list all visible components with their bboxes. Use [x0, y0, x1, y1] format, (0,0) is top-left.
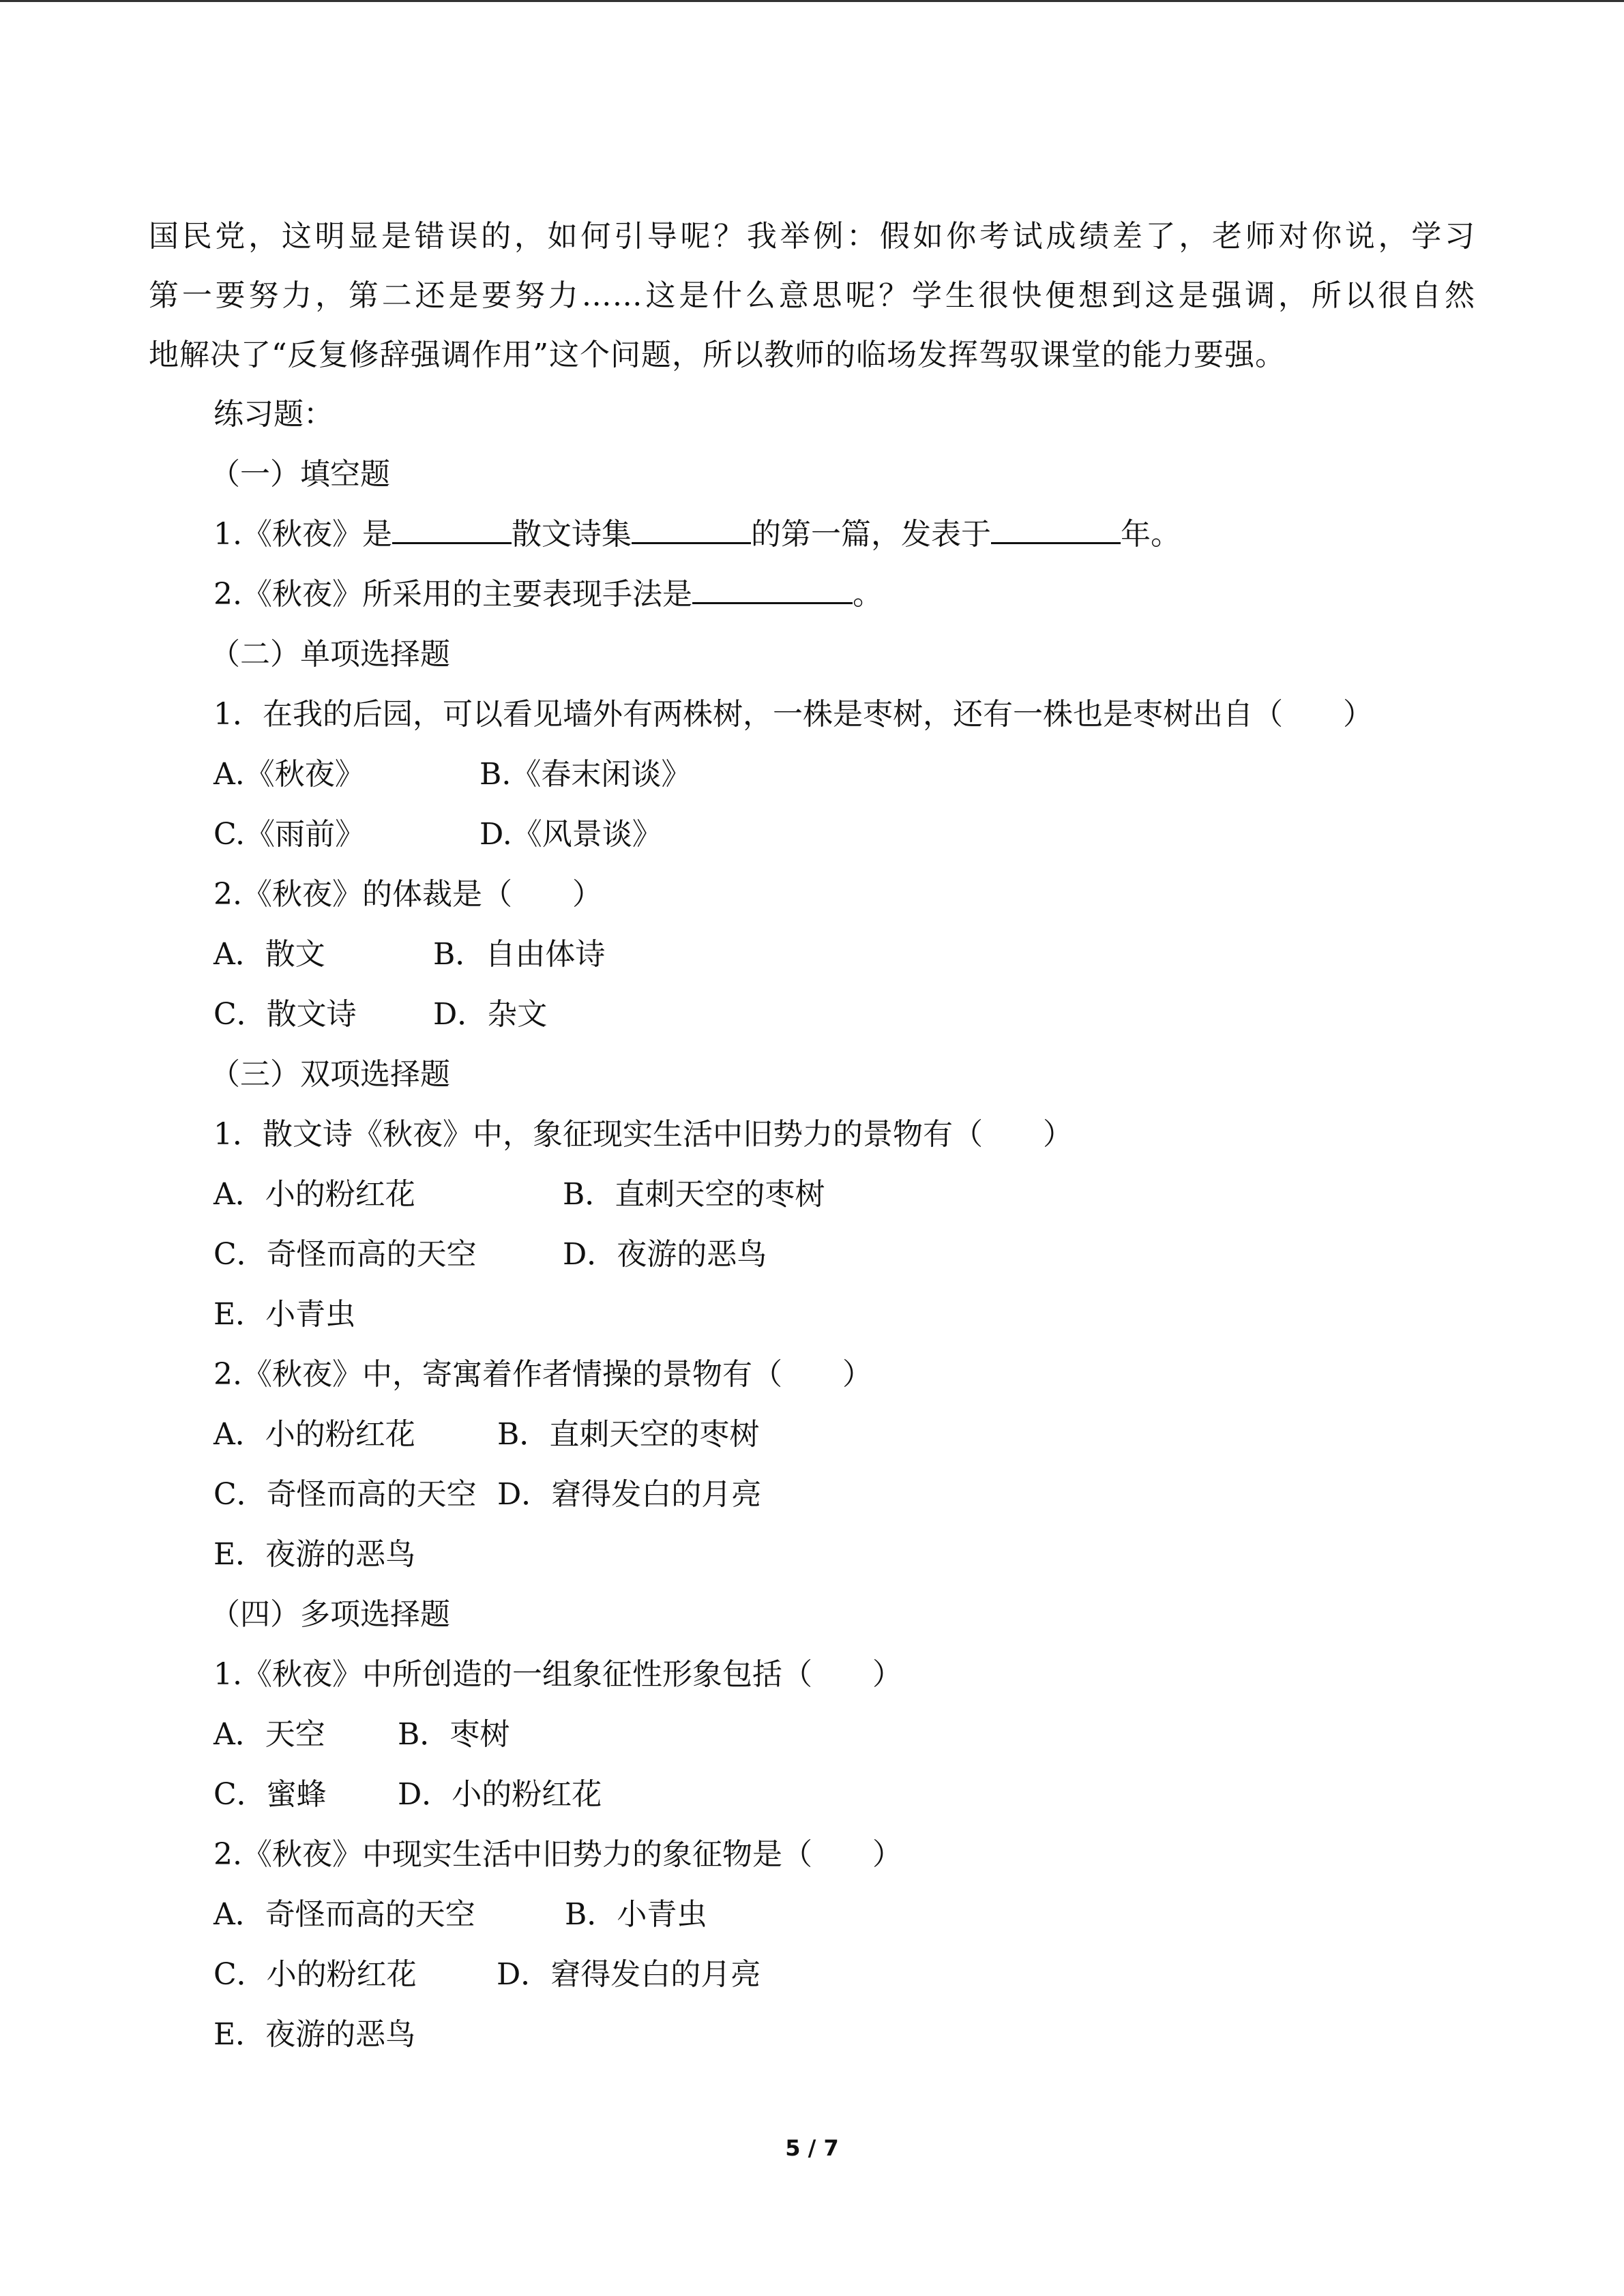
s1-q1-text-b: 散文诗集 [511, 517, 632, 552]
section-2-title: （二）单项选择题 [210, 637, 450, 672]
option-b: B．直刺天空的枣树 [497, 1417, 760, 1452]
answer-blank [632, 515, 751, 544]
page-content [149, 207, 1475, 2065]
s2-question-1: 1．在我的后园，可以看见墙外有两株树，一株是枣树，还有一株也是枣树出自（ ） [213, 697, 1373, 732]
option-a: A．小的粉红花 [213, 1417, 415, 1452]
option-c: C．奇怪而高的天空 [213, 1237, 477, 1272]
s2-q2-options-cd [149, 985, 1475, 1045]
s1-q2-text-b: 。 [852, 577, 883, 612]
s1-question-1 [149, 505, 1475, 565]
section-3-title: （三）双项选择题 [210, 1057, 450, 1092]
s2-q2-options-ab [149, 925, 1475, 985]
s4-q1-options-ab [149, 1705, 1475, 1765]
s3-q1-option-e: E．小青虫 [213, 1297, 356, 1332]
s2-q1-options-ab [149, 745, 1475, 805]
answer-blank [392, 515, 512, 544]
option-b: B．自由体诗 [433, 937, 606, 972]
s1-q1-text-a: 1.《秋夜》是 [213, 517, 392, 552]
s3-question-1: 1．散文诗《秋夜》中，象征现实生活中旧势力的景物有（ ） [213, 1117, 1073, 1152]
s2-question-2: 2.《秋夜》的体裁是（ ） [213, 877, 602, 912]
option-c: C.《雨前》 [213, 817, 366, 852]
intro-line-3: 地解决了“反复修辞强调作用”这个问题，所以教师的临场发挥驾驭课堂的能力要强。 [149, 338, 1286, 372]
s3-q2-option-e: E．夜游的恶鸟 [213, 1537, 416, 1572]
answer-blank [991, 515, 1121, 544]
option-c: C．蜜蜂 [213, 1777, 327, 1812]
s1-q1-text-d: 年。 [1120, 517, 1181, 552]
option-b: B．小青虫 [565, 1897, 707, 1932]
s1-question-2 [149, 565, 1475, 625]
option-c: C．散文诗 [213, 997, 357, 1032]
page-number: 5 / 7 [785, 2135, 839, 2161]
option-b: B．直刺天空的枣树 [563, 1177, 825, 1212]
s4-question-1: 1.《秋夜》中所创造的一组象征性形象包括（ ） [213, 1657, 902, 1692]
option-c: C．小的粉红花 [213, 1957, 417, 1992]
s3-q1-options-cd [149, 1225, 1475, 1285]
option-a: A.《秋夜》 [213, 757, 365, 792]
s4-question-2: 2.《秋夜》中现实生活中旧势力的象征物是（ ） [213, 1837, 902, 1872]
option-d: D．小的粉红花 [398, 1777, 602, 1812]
option-b: B.《春末闲谈》 [479, 757, 692, 792]
exercise-title: 练习题： [213, 397, 334, 432]
s3-q2-options-ab [149, 1405, 1475, 1465]
s1-q2-text-a: 2.《秋夜》所采用的主要表现手法是 [213, 577, 692, 612]
option-a: A．天空 [213, 1717, 325, 1752]
s3-q2-options-cd [149, 1465, 1475, 1525]
s4-q1-options-cd [149, 1765, 1475, 1825]
option-a: A．奇怪而高的天空 [213, 1897, 475, 1932]
option-d: D.《风景谈》 [479, 817, 662, 852]
intro-line-1: 国民党，这明显是错误的，如何引导呢？我举例：假如你考试成绩差了，老师对你说，学习 [149, 219, 1475, 254]
s4-q2-option-e: E．夜游的恶鸟 [213, 2017, 416, 2052]
answer-blank [692, 575, 853, 604]
option-d: D．杂文 [433, 997, 548, 1032]
intro-line-2: 第一要努力，第二还是要努力……这是什么意思呢？学生很快便想到这是强调，所以很自然 [149, 278, 1475, 313]
option-a: A．散文 [213, 937, 325, 972]
option-d: D．夜游的恶鸟 [563, 1237, 767, 1272]
s3-q1-options-ab [149, 1165, 1475, 1225]
option-d: D．窘得发白的月亮 [497, 1477, 762, 1512]
option-a: A．小的粉红花 [213, 1177, 415, 1212]
s4-q2-options-ab [149, 1885, 1475, 1945]
option-d: D．窘得发白的月亮 [497, 1957, 761, 1992]
s1-q1-text-c: 的第一篇，发表于 [750, 517, 991, 552]
s4-q2-options-cd [149, 1945, 1475, 2005]
s2-q1-options-cd [149, 805, 1475, 865]
option-b: B．枣树 [398, 1717, 510, 1752]
option-c: C．奇怪而高的天空 [213, 1477, 477, 1512]
section-4-title: （四）多项选择题 [210, 1597, 450, 1632]
section-1-title: （一）填空题 [210, 457, 390, 492]
s3-question-2: 2.《秋夜》中，寄寓着作者情操的景物有（ ） [213, 1357, 872, 1392]
